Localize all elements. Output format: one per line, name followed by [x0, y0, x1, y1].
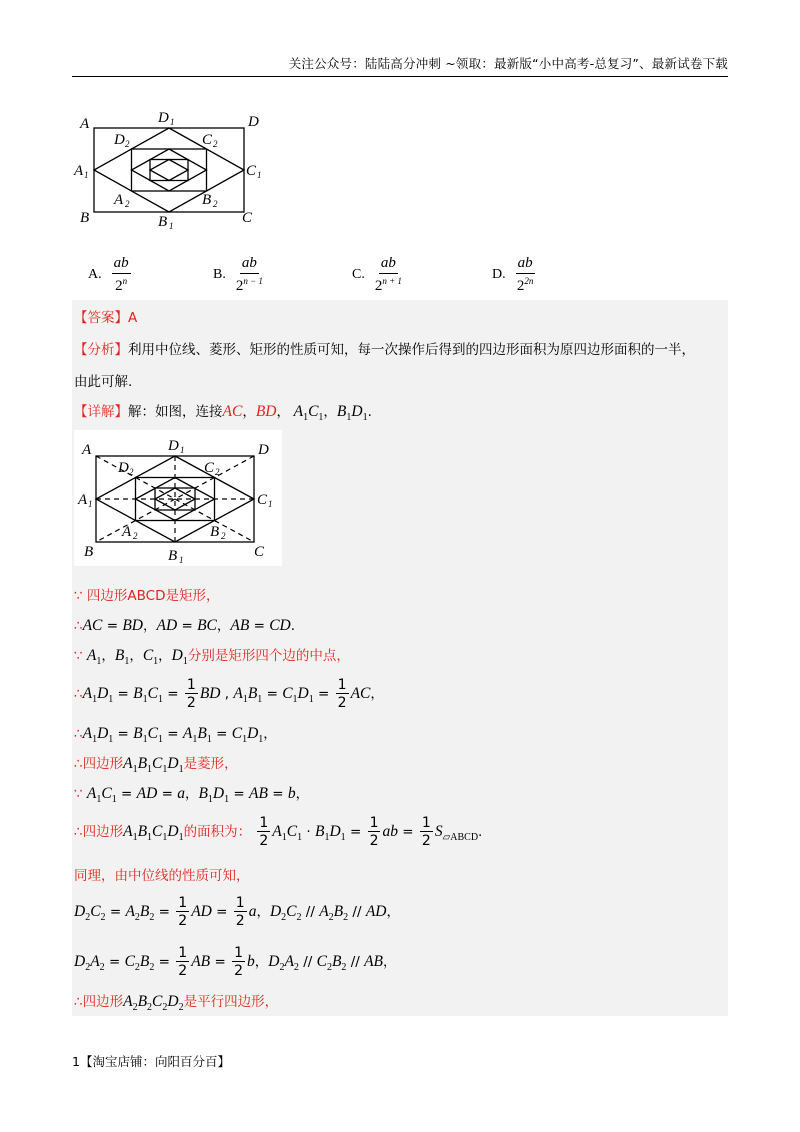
svg-text:2: 2 — [213, 199, 218, 209]
svg-text:A: A — [114, 192, 124, 208]
step-rect: ∵ 四边形ABCD是矩形， — [74, 588, 220, 604]
svg-text:A: A — [80, 116, 90, 132]
figure-rectangle-nested — [72, 106, 272, 234]
svg-text:2: 2 — [125, 139, 130, 149]
svg-text:C: C — [242, 210, 253, 226]
svg-text:2: 2 — [221, 531, 226, 541]
svg-text:1: 1 — [179, 555, 184, 565]
svg-text:1: 1 — [84, 170, 89, 180]
svg-text:2: 2 — [133, 531, 138, 541]
svg-text:2: 2 — [125, 199, 130, 209]
svg-text:2: 2 — [215, 467, 220, 477]
page-header: 关注公众号：陆陆高分冲刺 ~领取：最新版“小中高考-总复习”、最新试卷下载 — [72, 54, 728, 77]
step-rhombus: ∴四边形$A_1B_1C_1D_1$是菱形， — [74, 755, 238, 776]
svg-text:2: 2 — [129, 467, 134, 477]
svg-text:A: A — [78, 492, 88, 508]
svg-text:C: C — [204, 460, 215, 476]
svg-text:D: D — [258, 442, 269, 458]
svg-text:A: A — [122, 524, 132, 540]
svg-text:B: B — [158, 214, 168, 230]
step-half: $\therefore A_1D_1 = B_1C_1$ = $\frac{1}{2}$ BD , $A_1B_1 = C_1D_1$ = $\frac{1}{2}$ AC， — [74, 677, 384, 711]
svg-text:B: B — [80, 210, 90, 226]
svg-text:C: C — [254, 544, 265, 560]
choice-d[interactable]: D. $\frac{ab}{2^{2n}}$ — [492, 255, 534, 294]
svg-text:D: D — [158, 110, 169, 126]
svg-text:B: B — [210, 524, 220, 540]
svg-text:1: 1 — [170, 117, 175, 127]
solution-panel — [72, 300, 728, 1016]
step-midpoints: ∵ $A_1$，$B_1$，$C_1$，$D_1$分别是矩形四个边的中点， — [74, 647, 350, 668]
svg-text:1: 1 — [180, 445, 185, 455]
step-equal: $\therefore A_1D_1 = B_1C_1 = A_1B_1 = C_1D_1$， — [74, 725, 277, 746]
step-d2c2: $D_2C_2 = A_2B_2$ = $\frac{1}{2}$ AD = $\frac{1}{2}$ a，$D_2C_2 // A_2B_2$ // AD， — [74, 895, 400, 929]
svg-text:C: C — [246, 163, 257, 179]
step-same: 同理，由中位线的性质可知， — [74, 868, 250, 884]
svg-text:B: B — [168, 548, 178, 564]
svg-text:2: 2 — [213, 139, 218, 149]
svg-text:D: D — [168, 438, 179, 454]
svg-text:1: 1 — [169, 221, 174, 231]
step-parallelogram: ∴四边形$A_2B_2C_2D_2$是平行四边形， — [74, 993, 279, 1014]
answer-choices — [88, 256, 648, 296]
svg-text:1: 1 — [268, 499, 273, 509]
choice-a[interactable]: A. $\frac{ab}{2^n}$ — [88, 255, 129, 294]
svg-text:A: A — [82, 442, 92, 458]
choice-c[interactable]: C. $\frac{ab}{2^{n + 1}}$ — [352, 255, 402, 294]
answer-line: 【答案】A — [74, 310, 138, 326]
choice-b[interactable]: B. $\frac{ab}{2^{n - 1}}$ — [213, 255, 263, 294]
page-footer: 1【淘宝店铺：向阳百分百】 — [72, 1054, 230, 1069]
svg-text:B: B — [84, 544, 94, 560]
analysis-line-2: 由此可解. — [74, 374, 133, 390]
svg-text:C: C — [257, 492, 268, 508]
step-diagonals: ∴AC = BD，AD = BC，AB = CD. — [74, 617, 296, 634]
svg-text:A: A — [74, 163, 84, 179]
step-area: ∴四边形$A_1B_1C_1D_1$的面积为： $\frac{1}{2}$ $A_1C_1 \cdot B_1D_1$ = $\frac{1}{2}$ ab = $\frac{1}{2}$ $S_{▱ABCD}$. — [74, 815, 483, 849]
svg-text:D: D — [118, 460, 129, 476]
figure-rectangle-diagonals — [74, 430, 282, 566]
svg-text:1: 1 — [257, 170, 262, 180]
svg-text:B: B — [202, 192, 212, 208]
svg-text:1: 1 — [88, 499, 93, 509]
svg-text:C: C — [202, 132, 213, 148]
svg-text:D: D — [114, 132, 125, 148]
detail-line: 【详解】解：如图，连接AC，BD， $A_1C_1$，$B_1D_1$. — [74, 403, 372, 424]
svg-text:D: D — [248, 114, 259, 130]
step-d2a2: $D_2A_2 = C_2B_2$ = $\frac{1}{2}$ AB = $\frac{1}{2}$ b，$D_2A_2 // C_2B_2$ // AB， — [74, 945, 397, 979]
analysis-line: 【分析】利用中位线、菱形、矩形的性质可知，每一次操作后得到的四边形面积为原四边形面积的一半， — [74, 342, 695, 358]
step-ab: ∵ $A_1C_1$ = AD = a，$B_1D_1$ = AB = b， — [74, 785, 310, 806]
